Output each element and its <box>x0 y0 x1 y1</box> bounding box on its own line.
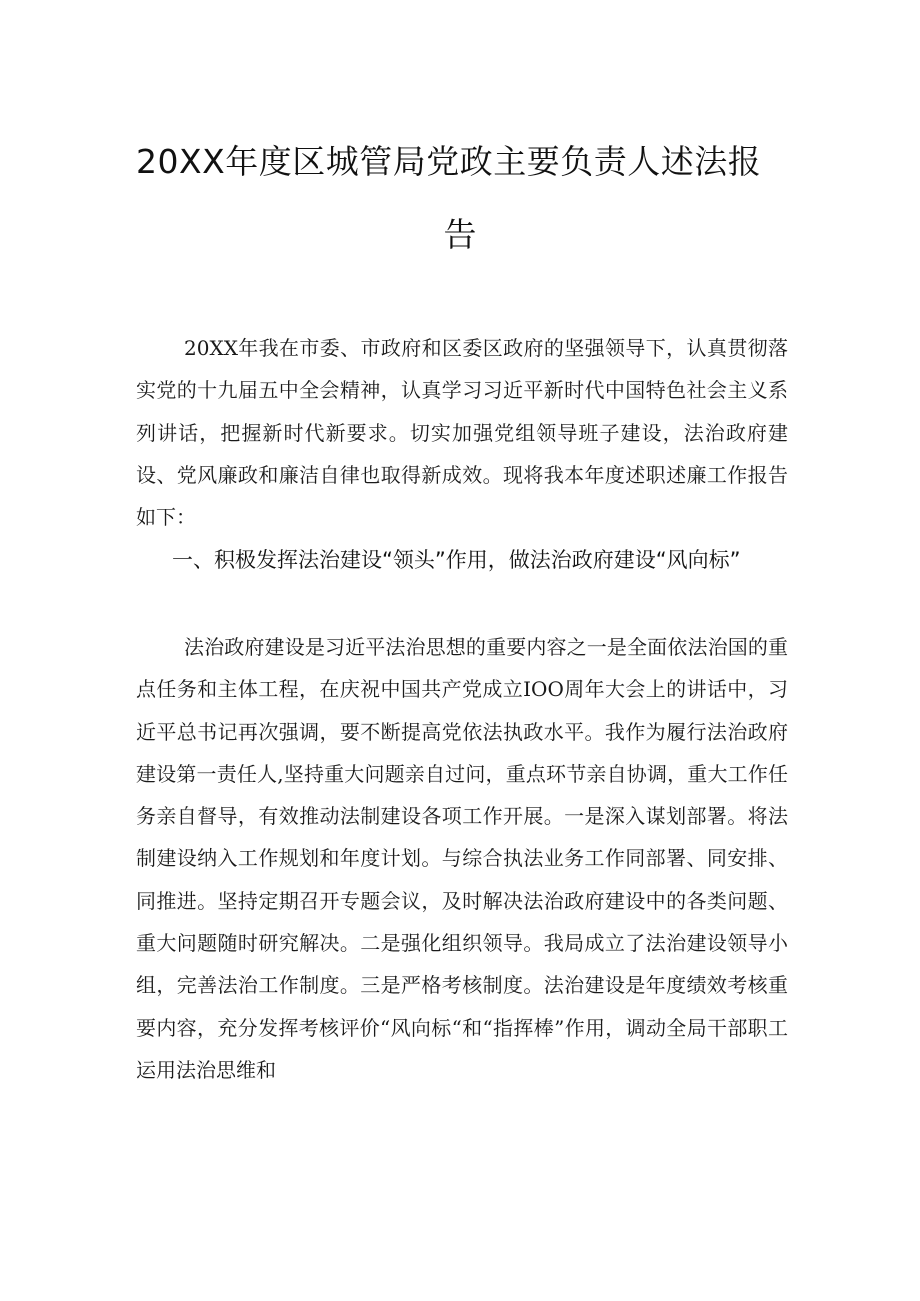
section-heading-1: 一、积极发挥法治建设“领头”作用，做法治政府建设“风向标” <box>172 548 741 572</box>
section-1-paragraph: 法治政府建设是习近平法治思想的重要内容之一是全面依法治国的重点任务和主体工程，在庆祝中国共产党成立IOO周年大会上的讲话中，习近平总书记再次强调，要不断提高党依法执政水平。我作为履行法治政府建设第一责任人,坚持重大问题亲自过问，重点环节亲自协调，重大工作任务亲自督导，有效推动法制建设各项工作开展。一是深入谋划部署。将法制建设纳入工作规划和年度计划。与综合执法业务工作同部署、同安排、同推进。坚持定期召开专题会议，及时解决法治政府建设中的各类问题、重大问题随时研究解决。二是强化组织领导。我局成立了法治建设领导小组，完善法治工作制度。三是严格考核制度。法治建设是年度绩效考核重要内容，充分发挥考核评价“风向标“和“指挥棒”作用，调动全局干部职工运用法治思维和 <box>136 635 788 1082</box>
intro-paragraph: 20XX年我在市委、市政府和区委区政府的坚强领导下，认真贯彻落实党的十九届五中全会精神，认真学习习近平新时代中国特色社会主义系列讲话，把握新时代新要求。切实加强党组领导班子建设，法治政府建设、党风廉政和廉洁自律也取得新成效。现将我本年度述职述廉工作报告如下： <box>136 336 788 530</box>
document-title-line-2: 告 <box>443 215 477 254</box>
document-title-line-1: 20XX年度区城管局党政主要负责人述法报 <box>136 142 762 181</box>
